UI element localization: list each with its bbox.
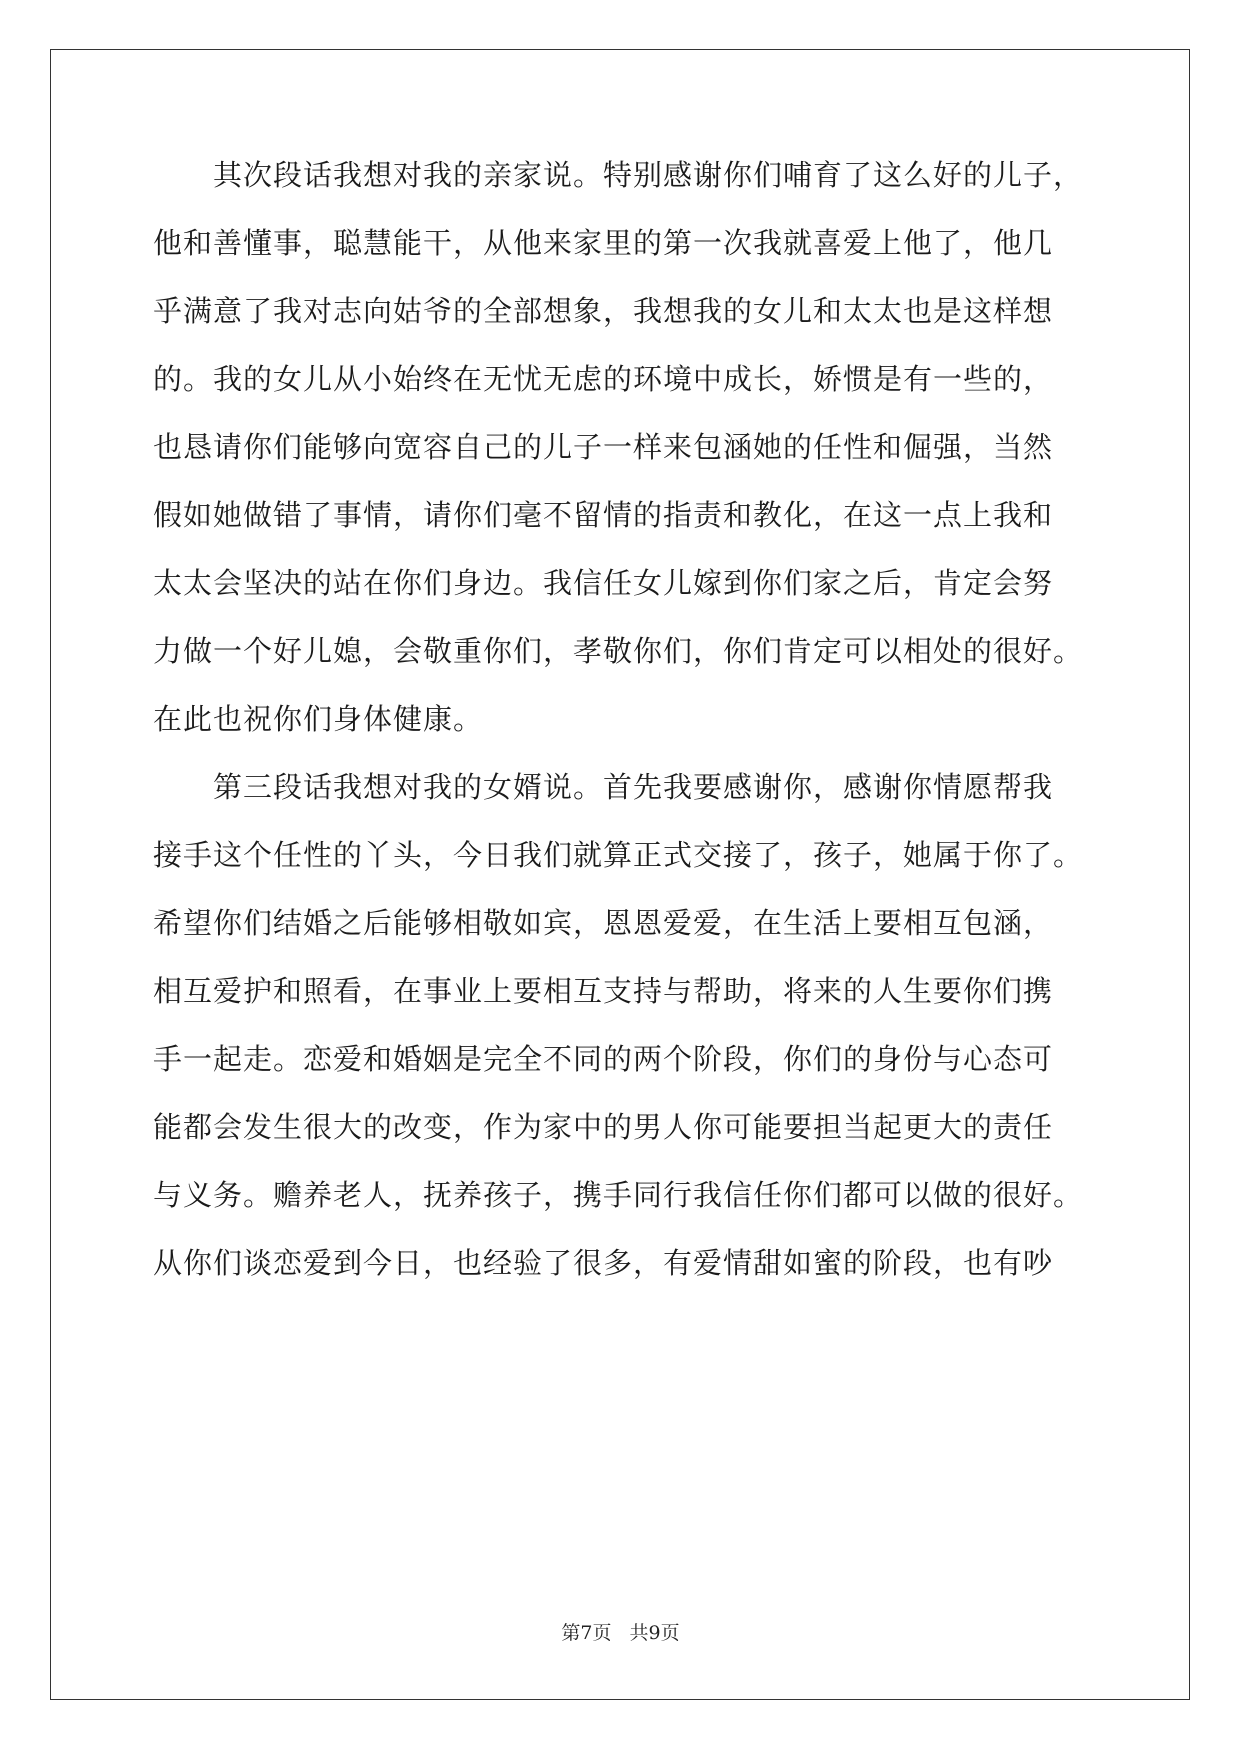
text-line: 手一起走。恋爱和婚姻是完全不同的两个阶段，你们的身份与心态可 [153, 1042, 1054, 1076]
text-line: 能都会发生很大的改变，作为家中的男人你可能要担当起更大的责任 [153, 1110, 1054, 1144]
text-line: 其次段话我想对我的亲家说。特别感谢你们哺育了这么好的儿子， [153, 158, 1084, 192]
text-line: 力做一个好儿媳，会敬重你们，孝敬你们，你们肯定可以相处的很好。 [153, 634, 1084, 668]
text-line: 接手这个任性的丫头，今日我们就算正式交接了，孩子，她属于你了。 [153, 838, 1084, 872]
text-line: 他和善懂事，聪慧能干，从他来家里的第一次我就喜爱上他了，他几 [153, 226, 1054, 260]
text-line: 与义务。赡养老人，抚养孩子，携手同行我信任你们都可以做的很好。 [153, 1178, 1084, 1212]
text-line: 假如她做错了事情，请你们毫不留情的指责和教化，在这一点上我和 [153, 498, 1054, 532]
text-line: 希望你们结婚之后能够相敬如宾，恩恩爱爱，在生活上要相互包涵， [153, 906, 1054, 940]
text-line: 也恳请你们能够向宽容自己的儿子一样来包涵她的任性和倔强，当然 [153, 430, 1054, 464]
text-line: 从你们谈恋爱到今日，也经验了很多，有爱情甜如蜜的阶段，也有吵 [153, 1246, 1054, 1280]
text-line: 太太会坚决的站在你们身边。我信任女儿嫁到你们家之后，肯定会努 [153, 566, 1054, 600]
text-line: 第三段话我想对我的女婿说。首先我要感谢你，感谢你情愿帮我 [153, 770, 1054, 804]
text-line: 的。我的女儿从小始终在无忧无虑的环境中成长，娇惯是有一些的， [153, 362, 1054, 396]
page-number: 第7页 [561, 1622, 612, 1644]
text-line: 相互爱护和照看，在事业上要相互支持与帮助，将来的人生要你们携 [153, 974, 1054, 1008]
text-line: 在此也祝你们身体健康。 [153, 702, 484, 736]
page-total: 共9页 [629, 1622, 680, 1644]
page-footer [0, 1621, 1241, 1645]
text-line: 乎满意了我对志向姑爷的全部想象，我想我的女儿和太太也是这样想 [153, 294, 1054, 328]
